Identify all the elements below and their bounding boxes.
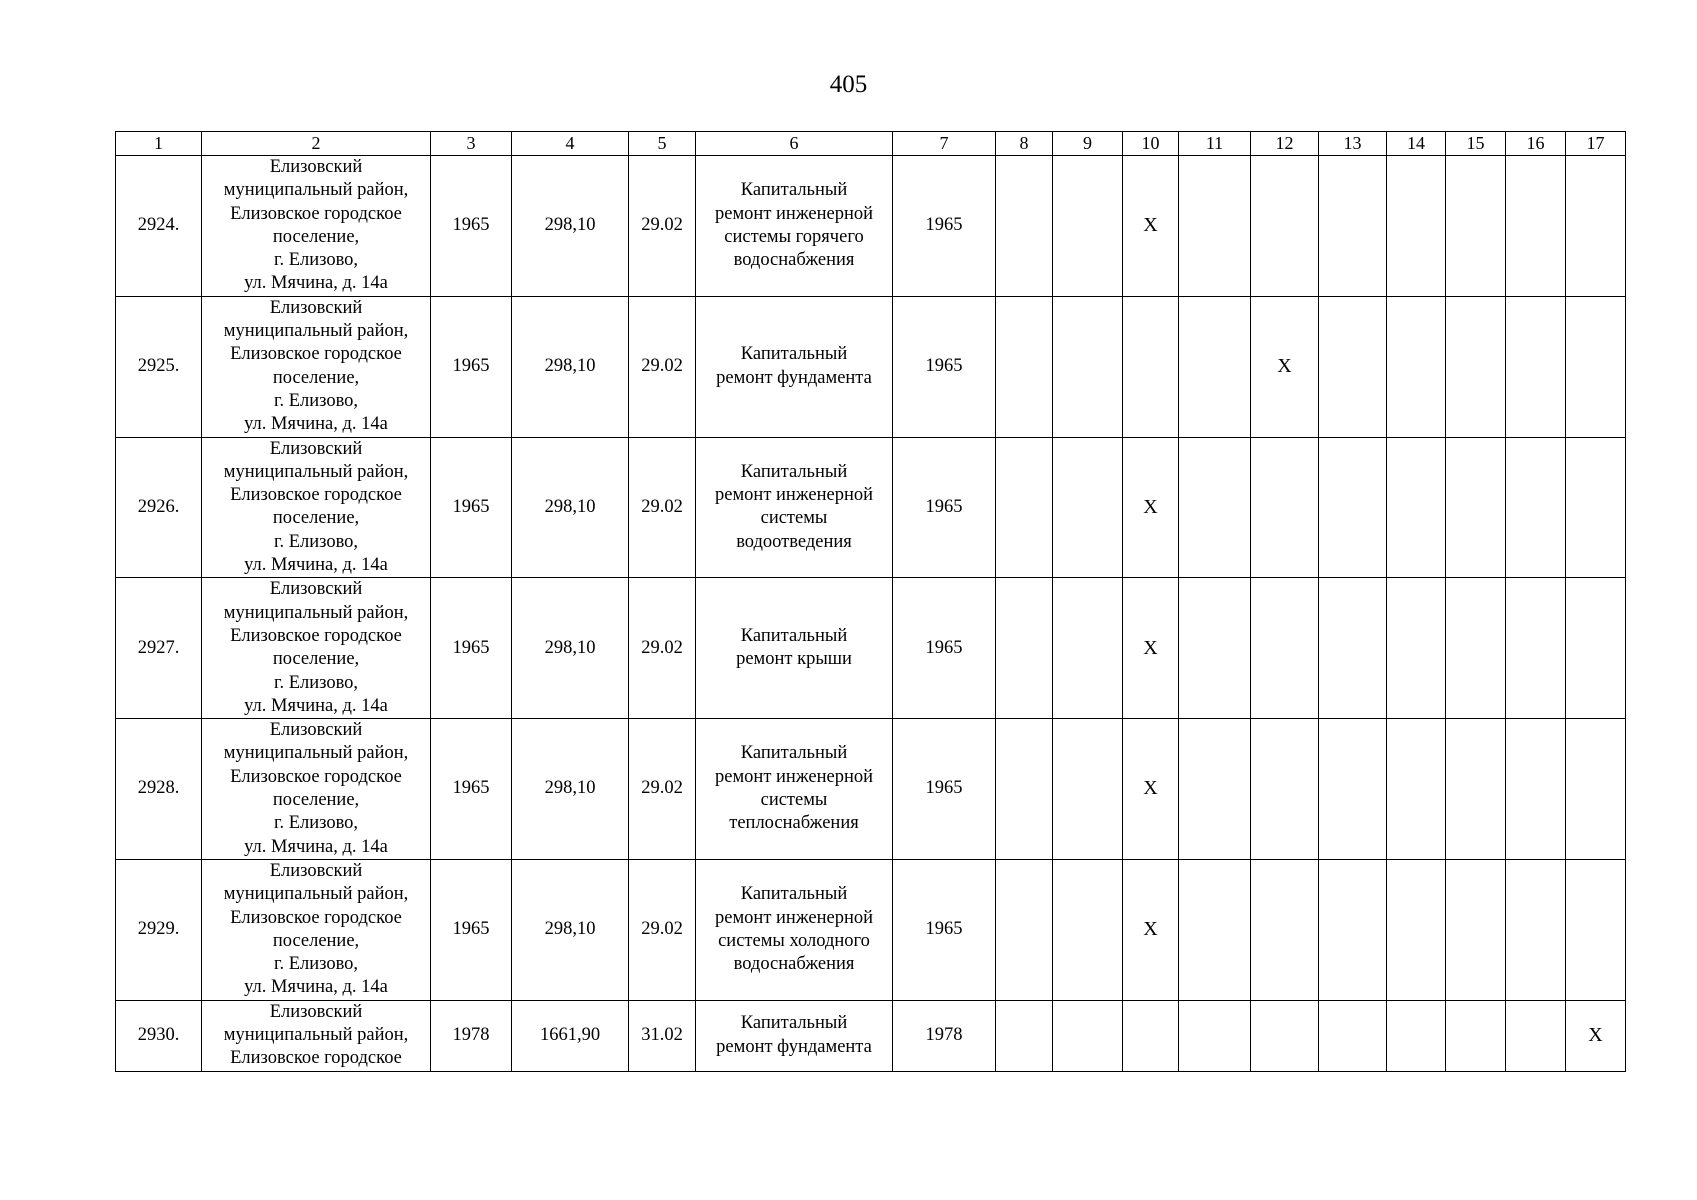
mark-cell: X xyxy=(1123,719,1179,860)
column-header: 6 xyxy=(696,132,893,156)
mark-cell xyxy=(1566,296,1626,437)
mark-cell xyxy=(1251,859,1319,1000)
row-number: 2924. xyxy=(116,156,202,297)
mark-cell xyxy=(1179,296,1251,437)
mark-cell xyxy=(1179,719,1251,860)
code-cell: 29.02 xyxy=(629,719,696,860)
mark-cell xyxy=(996,437,1053,578)
work-type-line: системы xyxy=(760,508,828,529)
work-type-line: ремонт фундамента xyxy=(716,367,872,388)
work-type-line: Капитальный xyxy=(740,625,848,646)
work-type-line: Капитальный xyxy=(740,461,848,482)
mark-cell xyxy=(1506,437,1566,578)
row-number: 2926. xyxy=(116,437,202,578)
year-built-cell: 1965 xyxy=(893,296,996,437)
address-line: Елизовский xyxy=(269,157,363,177)
mark-cell xyxy=(1179,578,1251,719)
mark-cell xyxy=(1566,578,1626,719)
column-header: 7 xyxy=(893,132,996,156)
mark-cell xyxy=(1387,1000,1446,1071)
mark-cell xyxy=(1179,859,1251,1000)
address-line: Елизовское городское xyxy=(230,485,402,506)
address-line: г. Елизово, xyxy=(273,813,359,834)
address-line: Елизовское городское xyxy=(230,203,402,224)
year-cell: 1978 xyxy=(431,1000,512,1071)
code-cell: 29.02 xyxy=(629,578,696,719)
mark-cell xyxy=(996,156,1053,297)
year-built-cell: 1965 xyxy=(893,719,996,860)
address-line: Елизовский xyxy=(269,1001,363,1022)
mark-cell xyxy=(996,296,1053,437)
address-line: поселение, xyxy=(272,367,360,388)
mark-cell xyxy=(1053,296,1123,437)
mark-cell xyxy=(1506,578,1566,719)
work-type-line: теплоснабжения xyxy=(729,813,859,834)
address-line: муниципальный район, xyxy=(223,461,409,482)
mark-cell xyxy=(1053,719,1123,860)
address-line: муниципальный район, xyxy=(223,321,409,342)
column-header: 14 xyxy=(1387,132,1446,156)
mark-cell xyxy=(1123,1000,1179,1071)
address-line: г. Елизово, xyxy=(273,672,359,693)
address-line: Елизовское городское xyxy=(230,1048,402,1069)
address-line: Елизовский xyxy=(269,579,363,600)
address-line: муниципальный район, xyxy=(223,602,409,623)
address-line: ул. Мячина, д. 14а xyxy=(244,836,388,857)
address-line: ул. Мячина, д. 14а xyxy=(244,273,388,294)
mark-cell xyxy=(1319,719,1387,860)
address-line: Елизовский xyxy=(269,438,363,459)
work-type-cell xyxy=(696,1000,893,1071)
mark-cell xyxy=(996,719,1053,860)
code-cell: 29.02 xyxy=(629,437,696,578)
work-type-line: Капитальный xyxy=(740,1013,848,1034)
mark-cell: X xyxy=(1123,437,1179,578)
work-type-cell xyxy=(696,156,893,297)
address-line: Елизовское городское xyxy=(230,907,402,928)
address-line: Елизовское городское xyxy=(230,344,402,365)
address-line: г. Елизово, xyxy=(273,531,359,552)
mark-cell xyxy=(1319,156,1387,297)
work-schedule-table xyxy=(115,131,1626,1072)
address-line: ул. Мячина, д. 14а xyxy=(244,555,388,576)
column-header: 17 xyxy=(1566,132,1626,156)
address-line: поселение, xyxy=(272,790,360,811)
mark-cell xyxy=(1179,437,1251,578)
mark-cell xyxy=(1506,156,1566,297)
area-cell: 298,10 xyxy=(512,296,629,437)
row-number: 2927. xyxy=(116,578,202,719)
work-type-line: Капитальный xyxy=(740,743,848,764)
work-type-line: Капитальный xyxy=(740,180,848,201)
address-line: поселение, xyxy=(272,508,360,529)
year-built-cell: 1978 xyxy=(893,1000,996,1071)
mark-cell: X xyxy=(1251,296,1319,437)
work-type-line: ремонт инженерной xyxy=(715,485,873,506)
work-type-cell xyxy=(696,437,893,578)
area-cell: 298,10 xyxy=(512,719,629,860)
work-type-line: водоотведения xyxy=(736,531,852,552)
work-type-line: ремонт фундамента xyxy=(716,1036,872,1057)
address-line: ул. Мячина, д. 14а xyxy=(244,695,388,716)
column-header: 12 xyxy=(1251,132,1319,156)
mark-cell xyxy=(1319,296,1387,437)
mark-cell xyxy=(1179,156,1251,297)
year-cell: 1965 xyxy=(431,859,512,1000)
column-header: 13 xyxy=(1319,132,1387,156)
code-cell: 31.02 xyxy=(629,1000,696,1071)
mark-cell xyxy=(996,859,1053,1000)
mark-cell xyxy=(996,1000,1053,1071)
mark-cell xyxy=(1251,719,1319,860)
mark-cell xyxy=(1053,156,1123,297)
column-header: 4 xyxy=(512,132,629,156)
mark-cell: X xyxy=(1123,859,1179,1000)
code-cell: 29.02 xyxy=(629,859,696,1000)
address-cell xyxy=(202,1000,431,1071)
address-line: муниципальный район, xyxy=(223,1024,409,1045)
column-header: 1 xyxy=(116,132,202,156)
address-cell xyxy=(202,719,431,860)
row-number: 2929. xyxy=(116,859,202,1000)
code-cell: 29.02 xyxy=(629,156,696,297)
mark-cell xyxy=(1566,437,1626,578)
column-header: 16 xyxy=(1506,132,1566,156)
work-type-line: Капитальный xyxy=(740,884,848,905)
work-type-line: ремонт инженерной xyxy=(715,907,873,928)
year-built-cell: 1965 xyxy=(893,578,996,719)
mark-cell xyxy=(1053,437,1123,578)
column-header: 8 xyxy=(996,132,1053,156)
row-number: 2925. xyxy=(116,296,202,437)
address-line: Елизовское городское xyxy=(230,625,402,646)
table-row xyxy=(116,1000,1626,1071)
address-line: поселение, xyxy=(272,649,360,670)
mark-cell xyxy=(1123,296,1179,437)
mark-cell xyxy=(1387,578,1446,719)
mark-cell xyxy=(1506,1000,1566,1071)
mark-cell xyxy=(1506,859,1566,1000)
mark-cell xyxy=(1179,1000,1251,1071)
area-cell: 298,10 xyxy=(512,437,629,578)
mark-cell xyxy=(1446,719,1506,860)
mark-cell xyxy=(1251,578,1319,719)
column-header: 5 xyxy=(629,132,696,156)
mark-cell xyxy=(1319,1000,1387,1071)
mark-cell xyxy=(1251,437,1319,578)
area-cell: 1661,90 xyxy=(512,1000,629,1071)
address-line: Елизовский xyxy=(269,297,363,318)
mark-cell xyxy=(996,578,1053,719)
address-line: ул. Мячина, д. 14а xyxy=(244,414,388,435)
work-type-line: системы xyxy=(760,790,828,811)
table-row xyxy=(116,578,1626,719)
mark-cell: X xyxy=(1123,156,1179,297)
mark-cell: X xyxy=(1566,1000,1626,1071)
column-header: 3 xyxy=(431,132,512,156)
address-line: г. Елизово, xyxy=(273,954,359,975)
work-type-line: Капитальный xyxy=(740,344,848,365)
mark-cell xyxy=(1566,859,1626,1000)
address-line: поселение, xyxy=(272,226,360,247)
row-number: 2928. xyxy=(116,719,202,860)
address-cell xyxy=(202,296,431,437)
area-cell: 298,10 xyxy=(512,156,629,297)
year-built-cell: 1965 xyxy=(893,859,996,1000)
area-cell: 298,10 xyxy=(512,578,629,719)
mark-cell xyxy=(1446,1000,1506,1071)
mark-cell xyxy=(1319,578,1387,719)
address-cell xyxy=(202,156,431,297)
column-number-header-row xyxy=(116,132,1626,156)
address-line: Елизовское городское xyxy=(230,766,402,787)
mark-cell xyxy=(1387,296,1446,437)
address-line: муниципальный район, xyxy=(223,180,409,201)
mark-cell xyxy=(1446,578,1506,719)
table-row xyxy=(116,296,1626,437)
year-cell: 1965 xyxy=(431,719,512,860)
year-built-cell: 1965 xyxy=(893,156,996,297)
mark-cell xyxy=(1251,156,1319,297)
column-header: 15 xyxy=(1446,132,1506,156)
address-line: поселение, xyxy=(272,930,360,951)
year-built-cell: 1965 xyxy=(893,437,996,578)
mark-cell xyxy=(1387,719,1446,860)
address-line: муниципальный район, xyxy=(223,743,409,764)
page-number: 405 xyxy=(829,71,868,98)
table-row xyxy=(116,156,1626,297)
address-line: муниципальный район, xyxy=(223,884,409,905)
address-cell xyxy=(202,578,431,719)
work-type-cell xyxy=(696,719,893,860)
address-line: г. Елизово, xyxy=(273,250,359,271)
year-cell: 1965 xyxy=(431,437,512,578)
row-number: 2930. xyxy=(116,1000,202,1071)
mark-cell xyxy=(1053,578,1123,719)
address-line: г. Елизово, xyxy=(273,390,359,411)
work-type-cell xyxy=(696,578,893,719)
work-type-cell xyxy=(696,296,893,437)
address-cell xyxy=(202,437,431,578)
table-row xyxy=(116,719,1626,860)
column-header: 9 xyxy=(1053,132,1123,156)
work-type-line: водоснабжения xyxy=(733,250,855,271)
mark-cell xyxy=(1446,296,1506,437)
mark-cell xyxy=(1566,156,1626,297)
mark-cell xyxy=(1506,719,1566,860)
address-line: ул. Мячина, д. 14а xyxy=(244,977,388,998)
work-type-line: ремонт инженерной xyxy=(715,203,873,224)
area-cell: 298,10 xyxy=(512,859,629,1000)
mark-cell xyxy=(1387,437,1446,578)
column-header: 2 xyxy=(202,132,431,156)
year-cell: 1965 xyxy=(431,296,512,437)
mark-cell: X xyxy=(1123,578,1179,719)
mark-cell xyxy=(1251,1000,1319,1071)
mark-cell xyxy=(1319,437,1387,578)
column-header: 10 xyxy=(1123,132,1179,156)
work-type-line: водоснабжения xyxy=(733,954,855,975)
mark-cell xyxy=(1053,859,1123,1000)
address-line: Елизовский xyxy=(269,860,363,881)
mark-cell xyxy=(1053,1000,1123,1071)
mark-cell xyxy=(1446,156,1506,297)
mark-cell xyxy=(1446,859,1506,1000)
work-type-line: системы холодного xyxy=(718,930,870,951)
year-cell: 1965 xyxy=(431,156,512,297)
work-type-cell xyxy=(696,859,893,1000)
table-row xyxy=(116,437,1626,578)
mark-cell xyxy=(1319,859,1387,1000)
work-type-line: системы горячего xyxy=(724,226,864,247)
code-cell: 29.02 xyxy=(629,296,696,437)
address-cell xyxy=(202,859,431,1000)
address-line: Елизовский xyxy=(269,720,363,741)
mark-cell xyxy=(1387,859,1446,1000)
work-type-line: ремонт инженерной xyxy=(715,766,873,787)
year-cell: 1965 xyxy=(431,578,512,719)
work-type-line: ремонт крыши xyxy=(736,649,852,670)
mark-cell xyxy=(1506,296,1566,437)
mark-cell xyxy=(1566,719,1626,860)
mark-cell xyxy=(1387,156,1446,297)
column-header: 11 xyxy=(1179,132,1251,156)
mark-cell xyxy=(1446,437,1506,578)
table-row xyxy=(116,859,1626,1000)
